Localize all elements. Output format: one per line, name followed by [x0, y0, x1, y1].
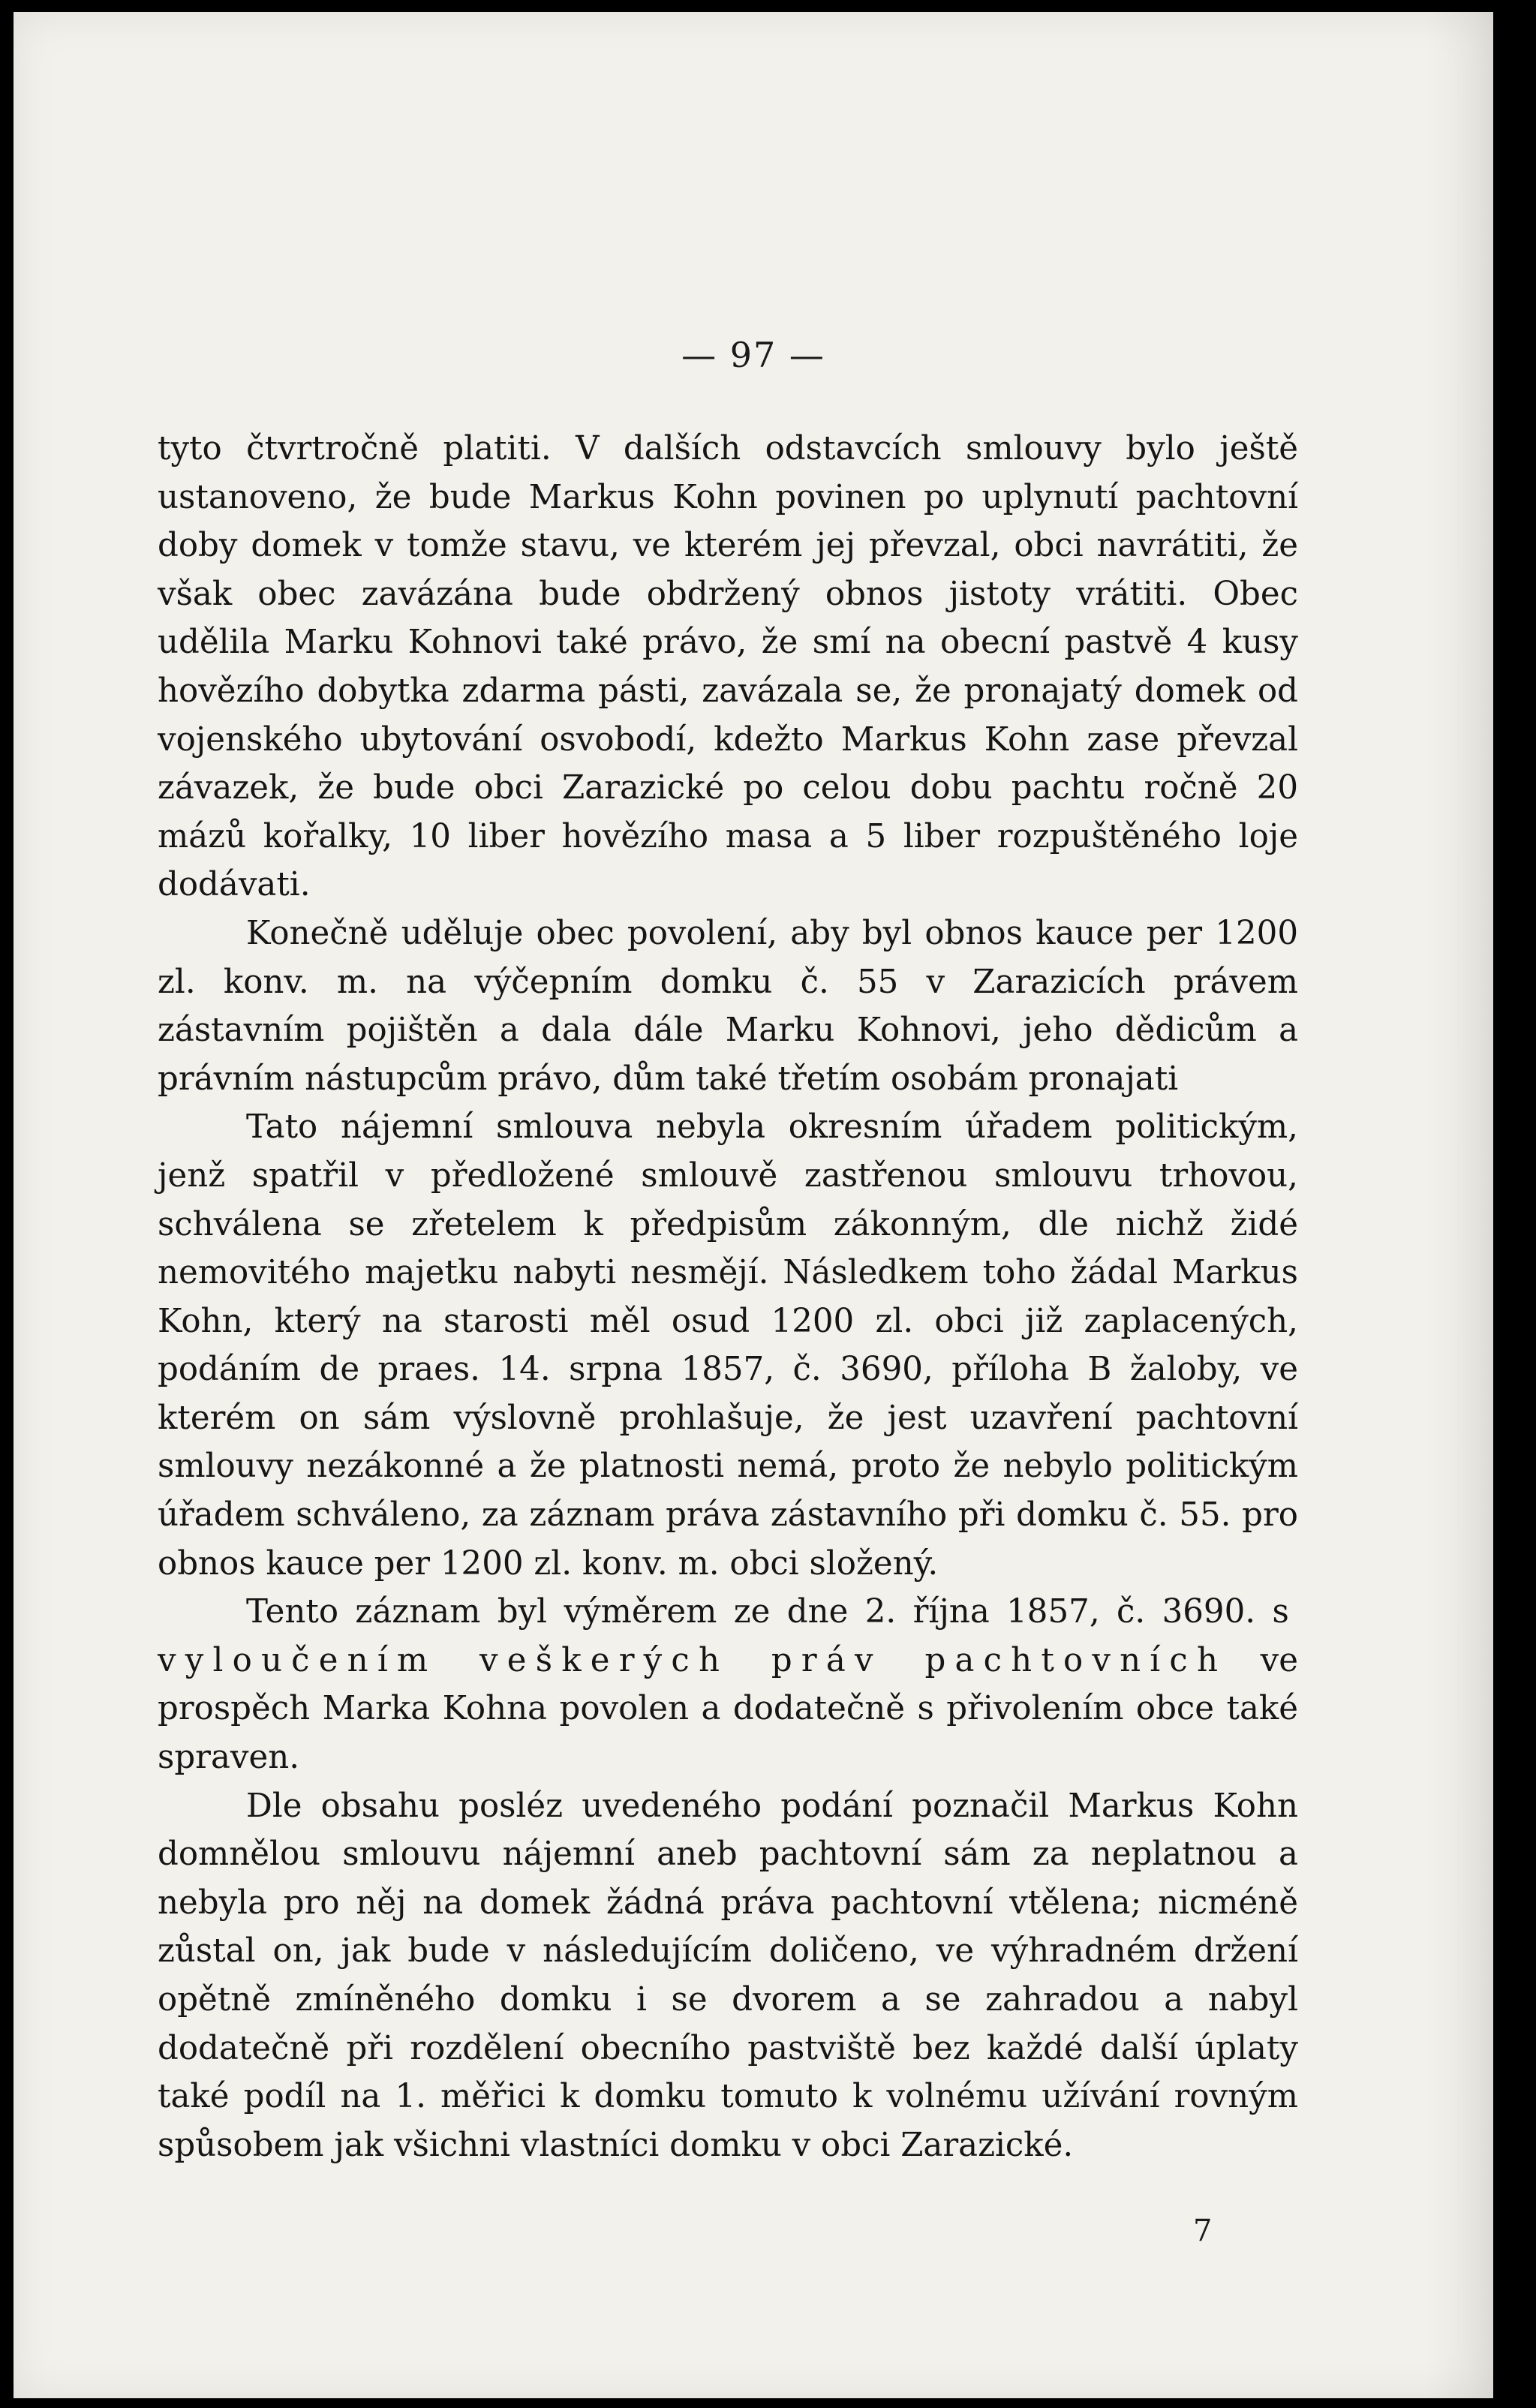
page-number: — 97 —	[681, 335, 825, 375]
paragraph-2: Konečně uděluje obec povolení, aby byl obnos kauce per 1200 zl. konv. m. na výčepním domku č. 55 v Zarazicích právem zástavním pojištěn a dala dále Marku Kohnovi, jeho dědicům a právním nástupcům právo, dům také třetím osobám pronajati	[158, 914, 1298, 1098]
paragraph-1: tyto čtvrtročně platiti. V dalších odstavcích smlouvy bylo ještě ustanoveno, že bude Markus Kohn povinen po uplynutí pachtovní doby domek v tomže stavu, ve kterém jej převzal, obci navrátiti, že však obec zavázána bude obdržený obnos jistoty vrátiti. Obec udělila Marku Kohnovi také právo, že smí na obecní pastvě 4 kusy hovězího dobytka zdarma pásti, zavázala se, že pronajatý domek od vojenského ubytování osvobodí, kdežto Markus Kohn zase převzal závazek, že bude obci Zarazické po celou dobu pachtu ročně 20 mázů kořalky, 10 liber hovězího masa a 5 liber rozpuštěného loje dodávati.	[158, 430, 1298, 904]
paragraph-4-after: ve prospěch Marka Kohna povolen a dodatečně s přivolením obce také spraven.	[158, 1641, 1298, 1777]
paragraph-4	[158, 1588, 1298, 1781]
paragraph-4-spaced-emphasis: s vyloučením veškerých práv pachtovních	[158, 1593, 1298, 1679]
signature-mark: 7	[1193, 2214, 1213, 2248]
book-page	[14, 12, 1493, 2398]
paragraph-3: Tato nájemní smlouva nebyla okresním úřadem politickým, jenž spatřil v předložené smlouvě zastřenou smlouvu trhovou, schválena se zřetelem k předpisům zákonným, dle nichž židé nemovitého majetku nabyti nesmějí. Následkem toho žádal Markus Kohn, který na starosti měl osud 1200 zl. obci již zaplacených, podáním de praes. 14. srpna 1857, č. 3690, příloha B žaloby, ve kterém on sám výslovně prohlašuje, že jest uzavření pachtovní smlouvy nezákonné a že platnosti nemá, proto že nebylo politickým úřadem schváleno, za záznam práva zástavního při domku č. 55. pro obnos kauce per 1200 zl. konv. m. obci složený.	[158, 1108, 1298, 1583]
body-text	[158, 425, 1298, 2169]
paragraph-5: Dle obsahu posléz uvedeného podání poznačil Markus Kohn domnělou smlouvu nájemní aneb pachtovní sám za neplatnou a nebyla pro něj na domek žádná práva pachtovní vtělena; nicméně zůstal on, jak bude v následujícím doličeno, ve výhradném držení opětně zmíněného domku i se dvorem a se zahradou a nabyl dodatečně při rozdělení obecního pastviště bez každé další úplaty také podíl na 1. měřici k domku tomuto k volnému užívání rovným spůsobem jak všichni vlastníci domku v obci Zarazické.	[158, 1787, 1298, 2164]
paragraph-4-before: Tento záznam byl výměrem ze dne 2. října 1857, č. 3690.	[246, 1593, 1256, 1631]
